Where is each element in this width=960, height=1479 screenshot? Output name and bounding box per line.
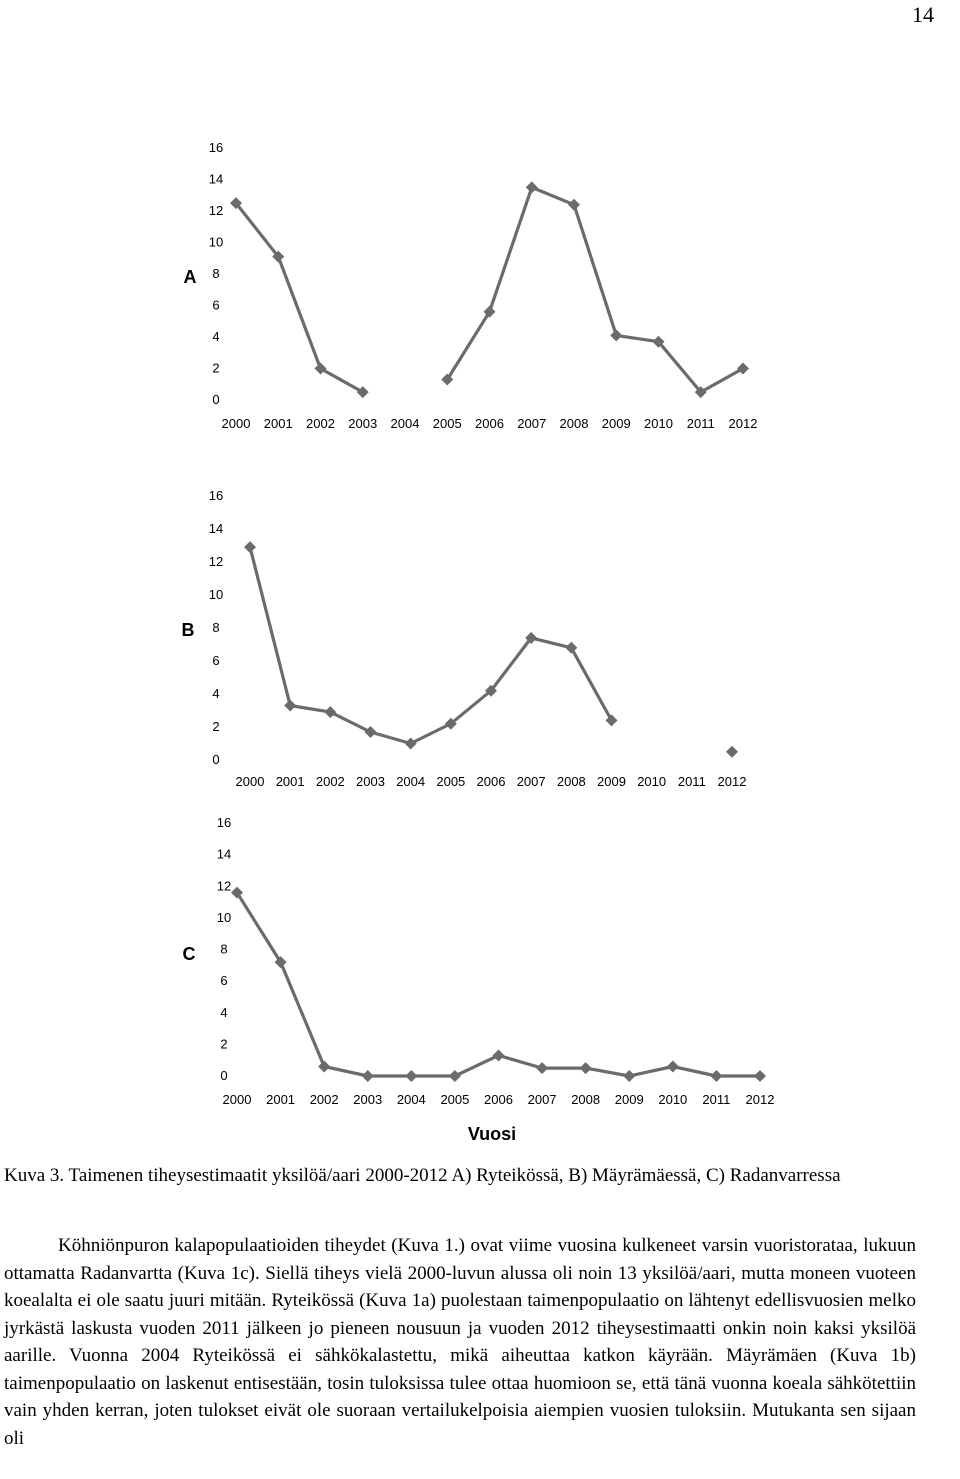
x-tick-label: 2002 xyxy=(306,416,335,431)
x-tick-label: 2011 xyxy=(702,1092,731,1107)
x-tick-label: 2007 xyxy=(517,416,547,431)
data-point-2001 xyxy=(284,700,296,712)
y-tick-label: 2 xyxy=(220,1036,228,1052)
data-point-2002 xyxy=(318,1061,330,1073)
data-point-2008 xyxy=(580,1062,592,1074)
y-tick-label: 0 xyxy=(212,392,220,407)
series-line xyxy=(236,203,363,392)
x-tick-label: 2012 xyxy=(745,1092,775,1107)
data-point-2002 xyxy=(324,706,336,718)
x-tick-label: 2011 xyxy=(686,416,715,431)
data-point-2012 xyxy=(737,363,749,375)
y-tick-label: 14 xyxy=(208,171,224,187)
data-point-2007 xyxy=(526,181,538,193)
panel-label: B xyxy=(181,620,195,640)
series-line xyxy=(447,187,743,392)
y-tick-label: 12 xyxy=(208,554,224,569)
chart-panel-c xyxy=(183,815,775,1144)
page-number: 14 xyxy=(912,2,934,27)
y-tick-label: 2 xyxy=(212,719,220,734)
y-tick-label: 16 xyxy=(216,815,232,830)
data-point-2003 xyxy=(365,726,377,738)
x-tick-label: 2003 xyxy=(353,1092,383,1107)
data-point-2004 xyxy=(405,1070,417,1082)
x-tick-label: 2009 xyxy=(597,774,626,789)
x-tick-label: 2001 xyxy=(275,774,305,789)
data-point-2009 xyxy=(623,1070,635,1082)
x-tick-label: 2004 xyxy=(396,1092,426,1107)
data-point-2009 xyxy=(606,714,618,726)
y-tick-label: 8 xyxy=(212,266,220,281)
y-tick-label: 10 xyxy=(208,234,224,250)
x-tick-label: 2007 xyxy=(527,1092,557,1107)
x-tick-label: 2003 xyxy=(356,774,385,789)
x-tick-label: 2007 xyxy=(516,774,546,789)
x-tick-label: 2001 xyxy=(263,416,293,431)
x-tick-label: 2000 xyxy=(221,416,251,431)
data-point-2010 xyxy=(667,1061,679,1073)
x-tick-label: 2006 xyxy=(475,416,504,431)
y-tick-label: 12 xyxy=(208,203,224,218)
data-point-2009 xyxy=(610,329,622,341)
x-tick-label: 2010 xyxy=(658,1092,688,1107)
figure-caption: Kuva 3. Taimenen tiheysestimaatit yksilöä/aari 2000-2012 A) Ryteikössä, B) Mäyrämäessä, C) Radanvarressa xyxy=(4,1165,841,1186)
y-tick-label: 16 xyxy=(208,140,224,155)
x-tick-label: 2010 xyxy=(637,774,667,789)
x-tick-label: 2004 xyxy=(390,416,420,431)
data-point-2003 xyxy=(362,1070,374,1082)
panel-label: C xyxy=(182,944,196,964)
data-point-2006 xyxy=(493,1049,505,1061)
x-tick-label: 2005 xyxy=(440,1092,470,1107)
y-tick-label: 4 xyxy=(220,1004,228,1020)
series-line xyxy=(250,547,612,743)
x-tick-label: 2005 xyxy=(436,774,466,789)
data-point-2002 xyxy=(315,363,327,375)
x-tick-label: 2000 xyxy=(222,1092,252,1107)
x-tick-label: 2005 xyxy=(432,416,462,431)
x-tick-label: 2009 xyxy=(614,1092,644,1107)
data-point-2012 xyxy=(726,746,738,758)
data-point-2012 xyxy=(754,1070,766,1082)
chart-panel-b xyxy=(182,488,747,789)
data-point-2005 xyxy=(449,1070,461,1082)
y-tick-label: 4 xyxy=(212,686,220,701)
data-point-2008 xyxy=(568,199,580,211)
x-tick-label: 2010 xyxy=(644,416,673,431)
x-tick-label: 2008 xyxy=(556,774,586,789)
x-tick-label: 2012 xyxy=(717,774,747,789)
y-tick-label: 2 xyxy=(212,360,220,376)
body-paragraph xyxy=(4,1232,916,1452)
x-tick-label: 2008 xyxy=(571,1092,601,1107)
data-point-2008 xyxy=(565,642,577,654)
chart-panel-a xyxy=(184,140,758,431)
x-tick-label: 2006 xyxy=(476,774,506,789)
y-tick-label: 6 xyxy=(220,973,228,989)
series-line xyxy=(237,893,760,1076)
data-point-2007 xyxy=(536,1062,548,1074)
x-axis-label: Vuosi xyxy=(467,1124,517,1144)
x-tick-label: 2012 xyxy=(728,416,758,431)
x-tick-label: 2002 xyxy=(315,774,345,789)
x-tick-label: 2001 xyxy=(266,1092,296,1107)
y-tick-label: 6 xyxy=(212,653,220,668)
y-tick-label: 14 xyxy=(216,846,232,862)
data-point-2011 xyxy=(710,1070,722,1082)
y-tick-label: 6 xyxy=(212,297,220,313)
body-paragraph-text: Köhniönpuron kalapopulaatioiden tiheydet (Kuva 1.) ovat viime vuosina kulkeneet varsin vuoristorataa, lukuun ottamatta Radanvartta (Kuva 1c). Siellä tiheys vielä 2000-luvun alussa oli noin 13 yksilöä/aari, mutta moneen vuoteen koealalta ei ole saatu juuri mitään. Ryteikössä (Kuva 1a) puolestaan taimenpopulaatio on lähtenyt edellisvuosien melko jyrkästä laskusta vuoden 2011 jälkeen jo pieneen nousuun ja vuoden 2012 tiheysestimaatti onkin noin kaksi yksilöä aarille. Vuonna 2004 Ryteikössä ei sähkökalastettu, mikä aiheuttaa katkon käyrään. Mäyrämäen (Kuva 1b) taimenpopulaatio on laskenut entisestään, tosin tuloksissa tulee ottaa huomioon se, että tänä vuonna koeala sähkötettiin vain yhden kerran, joten tulokset eivät ole suoraan vertailukelpoisia aiempien vuosien tuloksiin. Mutukanta sen sijaan oli xyxy=(4,1235,916,1449)
y-tick-label: 8 xyxy=(220,941,228,957)
data-point-2000 xyxy=(244,541,256,553)
y-tick-label: 10 xyxy=(216,909,232,925)
y-tick-label: 0 xyxy=(220,1068,228,1083)
data-point-2004 xyxy=(405,738,417,750)
x-tick-label: 2008 xyxy=(559,416,589,431)
y-tick-label: 8 xyxy=(212,620,220,635)
x-tick-label: 2003 xyxy=(348,416,378,431)
x-tick-label: 2000 xyxy=(235,774,265,789)
y-tick-label: 10 xyxy=(208,587,224,602)
y-tick-label: 14 xyxy=(208,521,224,536)
y-tick-label: 12 xyxy=(216,878,232,894)
y-tick-label: 0 xyxy=(212,752,220,767)
y-tick-label: 16 xyxy=(208,488,224,503)
y-tick-label: 4 xyxy=(212,329,220,344)
x-tick-label: 2002 xyxy=(309,1092,339,1107)
x-tick-label: 2004 xyxy=(396,774,426,789)
panel-label: A xyxy=(183,267,197,287)
x-tick-label: 2006 xyxy=(484,1092,513,1107)
x-tick-label: 2009 xyxy=(601,416,631,431)
x-tick-label: 2011 xyxy=(677,774,706,789)
